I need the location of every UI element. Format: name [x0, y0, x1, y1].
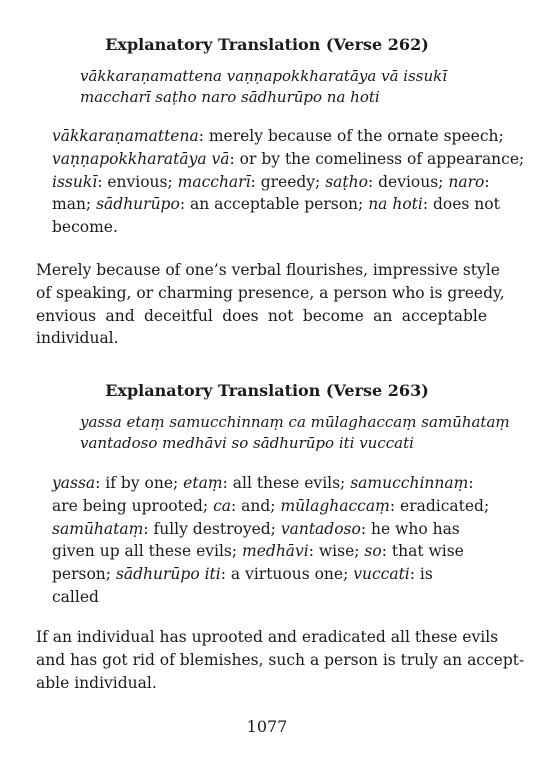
gloss-line [52, 518, 489, 541]
paragraph-line: Merely because of one’s verbal flourishes, impressive style [36, 261, 500, 279]
pali-term: sādhurūpo iti [115, 565, 221, 584]
gloss-line [52, 193, 524, 216]
gloss-text: : a virtuous one; [220, 565, 354, 584]
pali-term: vuccati [353, 565, 410, 584]
gloss-text: : fully destroyed; [143, 519, 281, 538]
pali-term: naro [448, 172, 485, 191]
page-number: 1077 [246, 717, 288, 736]
paragraph-line: envious and deceitful does not become an acceptable [36, 306, 487, 325]
gloss-text: : greedy; [250, 172, 326, 191]
pali-term: medhāvi [242, 542, 309, 561]
gloss-text: : he who has [360, 519, 460, 538]
pali-term: ca [213, 496, 232, 515]
paragraph-line: able individual. [36, 673, 157, 692]
pali-term: so [364, 542, 382, 561]
pali-term: vākkaraṇamattena [52, 127, 199, 145]
pali-term: saṭho [325, 172, 368, 191]
gloss-text: person; [52, 565, 116, 584]
verse-line: yassa etaṃ samucchinnaṃ ca mūlaghaccaṃ samūhataṃ [80, 413, 510, 431]
verse-line: maccharī saṭho naro sādhurūpo na hoti [80, 88, 380, 106]
paragraph-line: If an individual has uprooted and eradicated all these evils [36, 628, 499, 646]
pali-term: vantadoso [280, 519, 361, 538]
gloss-text: become. [52, 218, 118, 237]
gloss-text: called [52, 587, 99, 606]
gloss-line [52, 563, 489, 586]
gloss-line [52, 171, 524, 194]
gloss-line [52, 472, 489, 495]
verse-line: vākkaraṇamattena vaṇṇapokkharatāya vā issukī [80, 67, 448, 85]
translation-paragraph [36, 259, 505, 350]
word-gloss [52, 125, 524, 239]
pali-term: etaṃ [183, 474, 223, 492]
pali-term: mūlaghaccaṃ [280, 496, 390, 515]
gloss-line [52, 216, 524, 239]
gloss-text: : if by one; [95, 474, 184, 492]
gloss-text: : [484, 172, 490, 191]
gloss-text: : an acceptable person; [179, 195, 369, 214]
gloss-text: : is [409, 565, 433, 584]
pali-term: samucchinnaṃ [350, 474, 469, 492]
gloss-text: : wise; [308, 542, 365, 561]
paragraph-line: individual. [36, 329, 119, 348]
pali-term: vaṇṇapokkharatāya vā [52, 149, 230, 168]
gloss-line [52, 125, 524, 148]
word-gloss [52, 472, 489, 609]
verse-pali [80, 66, 447, 108]
pali-term: samūhataṃ [52, 519, 144, 538]
gloss-text: : does not [422, 195, 500, 214]
pali-term: sādhurūpo [96, 195, 180, 214]
gloss-line [52, 540, 489, 563]
gloss-line [52, 148, 524, 171]
gloss-text: : envious; [97, 172, 178, 191]
gloss-line [52, 586, 489, 609]
translation-paragraph [36, 626, 525, 694]
gloss-text: : that wise [381, 542, 464, 561]
pali-term: na hoti [368, 195, 423, 214]
gloss-text: : or by the comeliness of appearance; [229, 149, 525, 168]
gloss-text: : and; [231, 496, 281, 515]
pali-term: yassa [52, 474, 96, 492]
section-heading: Explanatory Translation (Verse 262) [105, 35, 429, 54]
paragraph-line: and has got rid of blemishes, such a person is truly an accept- [36, 650, 525, 669]
gloss-text: are being uprooted; [52, 496, 214, 515]
verse-pali [80, 412, 510, 454]
gloss-text: : eradicated; [389, 496, 490, 515]
gloss-line [52, 495, 489, 518]
verse-line: vantadoso medhāvi so sādhurūpo iti vuccati [80, 434, 414, 452]
gloss-text: : devious; [367, 172, 449, 191]
gloss-text: : merely because of the ornate speech; [198, 127, 504, 145]
gloss-text: : all these evils; [222, 474, 351, 492]
pali-term: issukī [52, 172, 98, 191]
paragraph-line: of speaking, or charming presence, a person who is greedy, [36, 283, 505, 302]
gloss-text: given up all these evils; [52, 542, 243, 561]
gloss-text: : [468, 474, 474, 492]
section-heading: Explanatory Translation (Verse 263) [105, 381, 429, 400]
gloss-text: man; [52, 195, 97, 214]
pali-term: maccharī [177, 172, 251, 191]
